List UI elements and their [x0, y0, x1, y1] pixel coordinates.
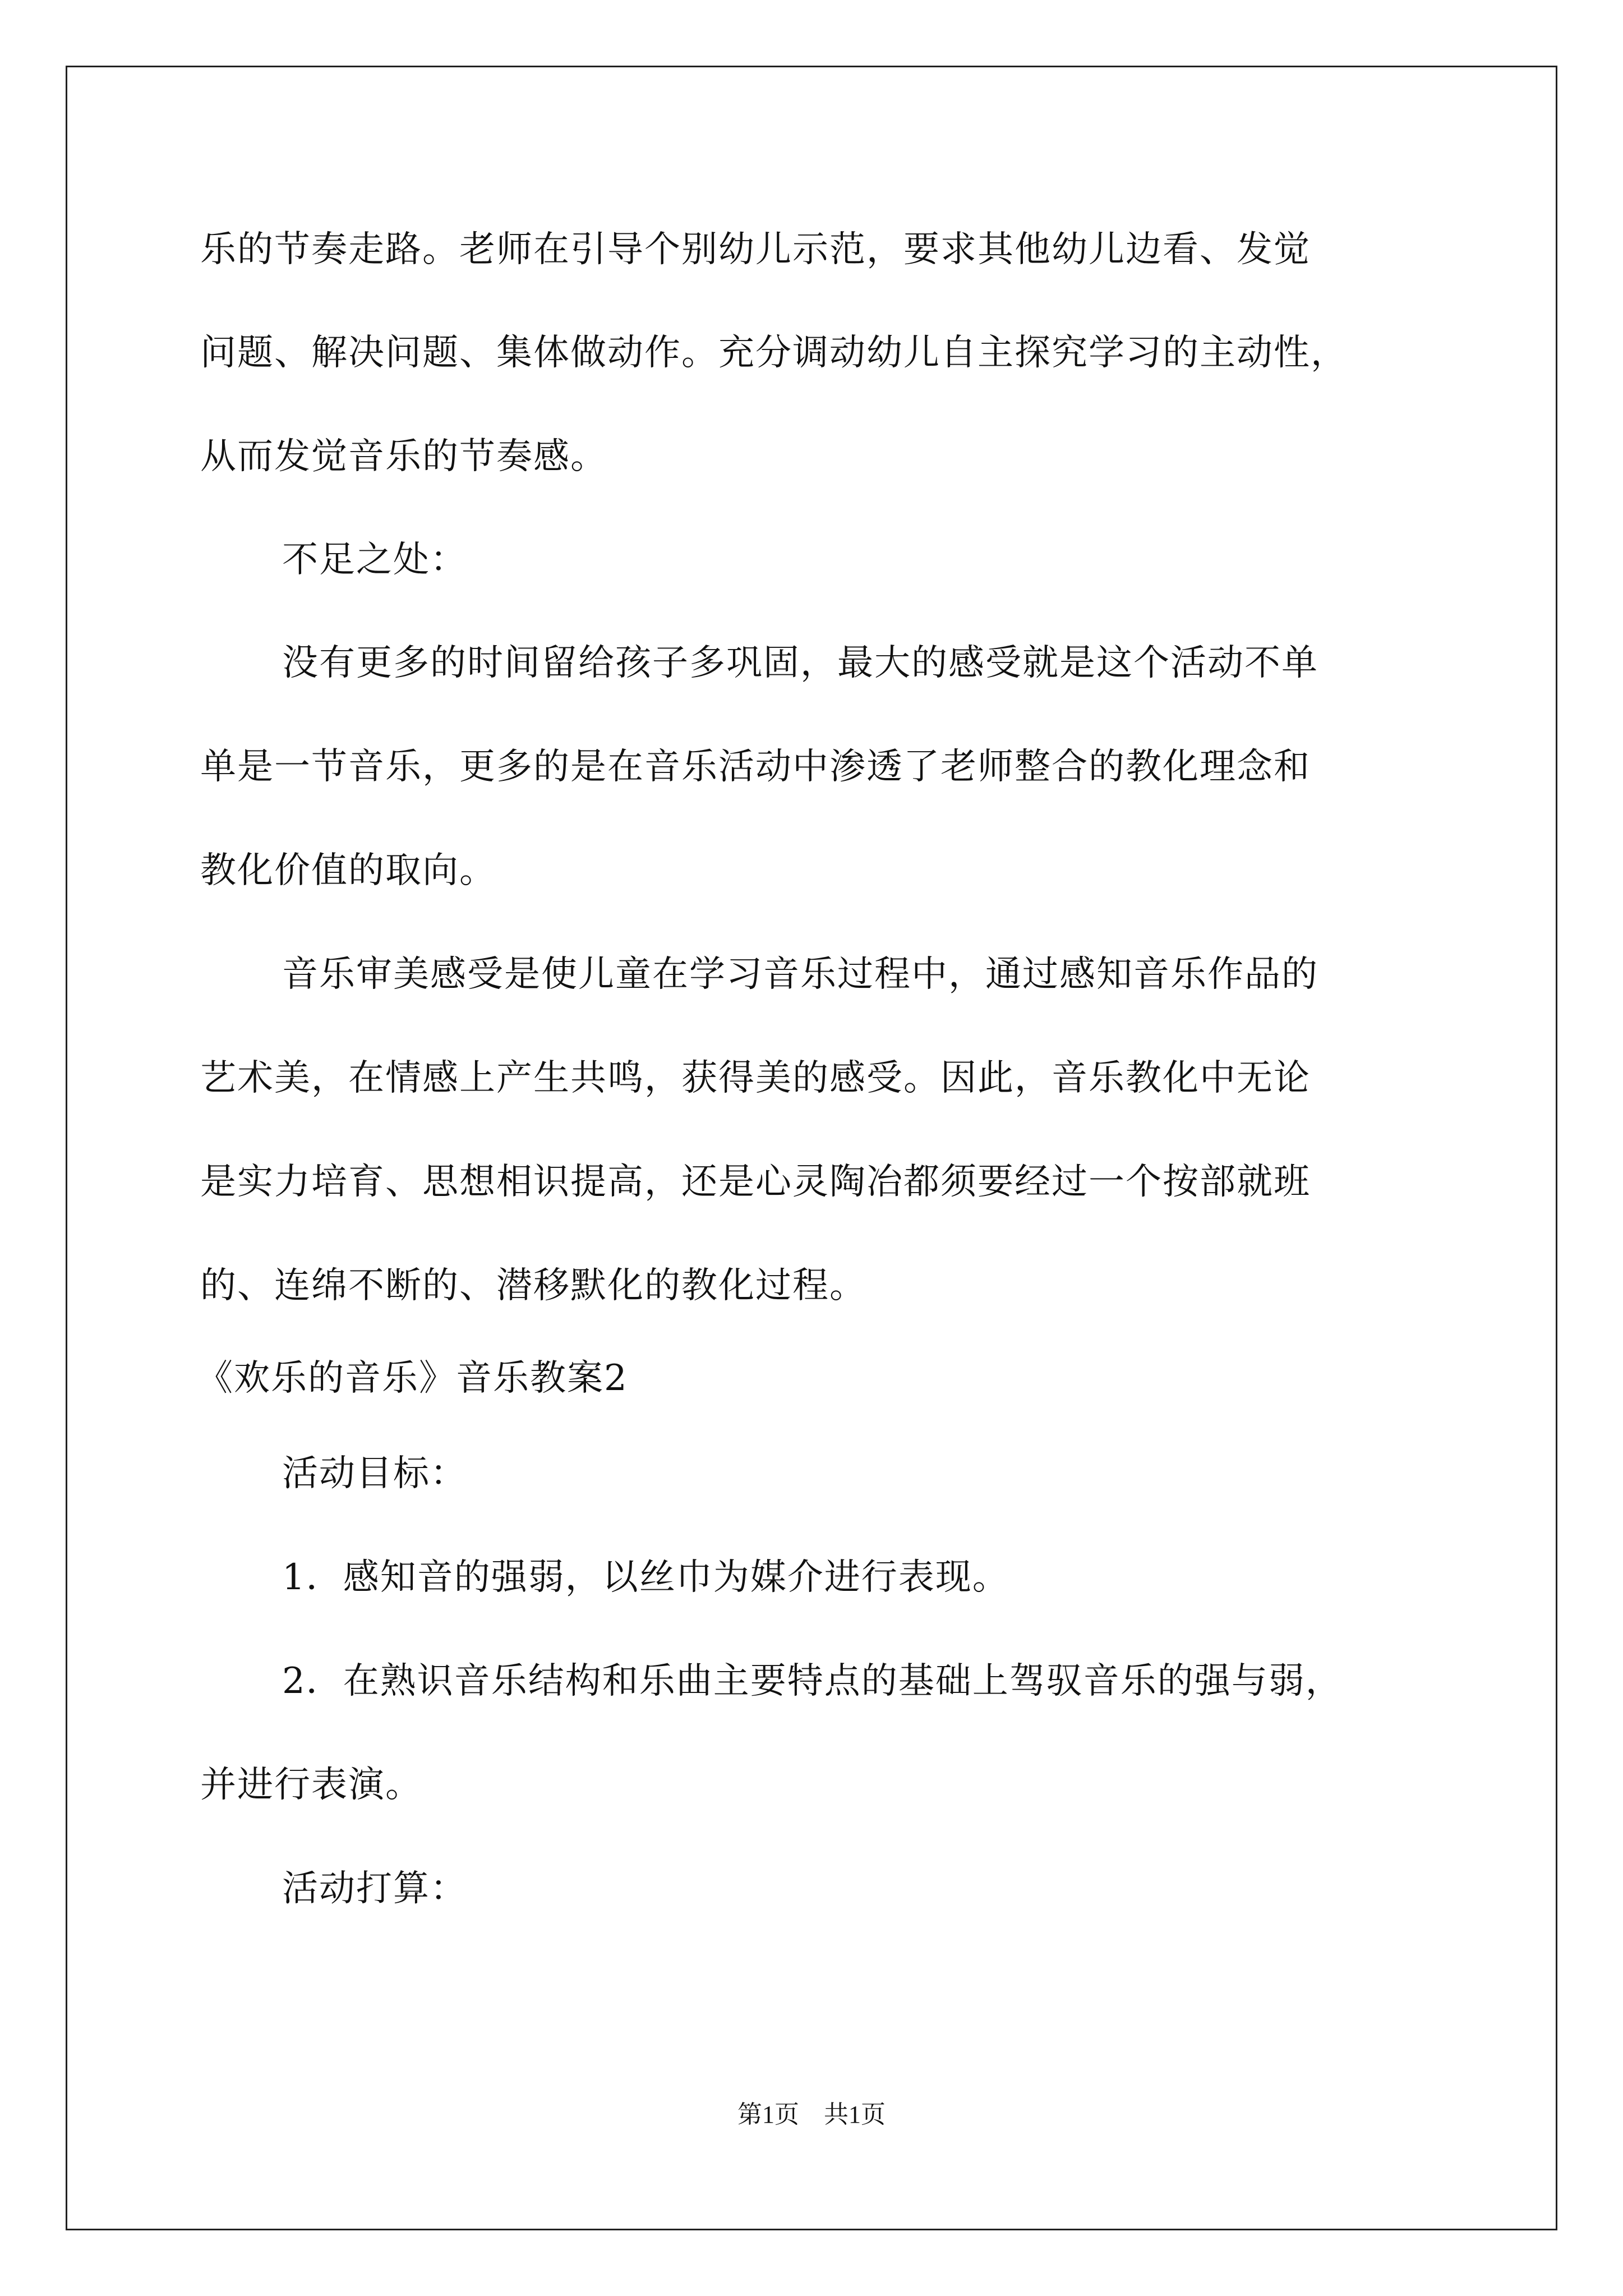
paragraph-line: 教化价值的取向。: [200, 850, 496, 891]
section-title: 《欢乐的音乐》音乐教案2: [197, 1358, 628, 1399]
list-item: 2．在熟识音乐结构和乐曲主要特点的基础上驾驭音乐的强与弱，: [282, 1660, 1343, 1702]
paragraph-line: 是实力培育、思想相识提高，还是心灵陶冶都须要经过一个按部就班: [200, 1161, 1311, 1203]
page-footer: 第1页 共1页: [737, 2101, 886, 2128]
paragraph-line: 音乐审美感受是使儿童在学习音乐过程中，通过感知音乐作品的: [282, 954, 1318, 995]
list-item: 1．感知音的强弱，以丝巾为媒介进行表现。: [282, 1557, 1009, 1598]
paragraph-line: 问题、解决问题、集体做动作。充分调动幼儿自主探究学习的主动性，: [200, 332, 1348, 374]
section-label-shortcomings: 不足之处：: [282, 539, 467, 581]
paragraph-line: 并进行表演。: [200, 1764, 422, 1806]
paragraph-line: 艺术美，在情感上产生共鸣，获得美的感受。因此，音乐教化中无论: [200, 1057, 1311, 1099]
paragraph-line: 从而发觉音乐的节奏感。: [200, 436, 607, 477]
paragraph-line: 没有更多的时间留给孩子多巩固，最大的感受就是这个活动不单: [282, 642, 1318, 684]
section-label-goals: 活动目标：: [282, 1453, 467, 1494]
paragraph-line: 单是一节音乐，更多的是在音乐活动中渗透了老师整合的教化理念和: [200, 746, 1311, 788]
paragraph-line: 乐的节奏走路。老师在引导个别幼儿示范，要求其他幼儿边看、发觉: [200, 229, 1311, 270]
paragraph-line: 的、连绵不断的、潜移默化的教化过程。: [200, 1265, 866, 1306]
section-label-preparation: 活动打算：: [282, 1868, 467, 1910]
